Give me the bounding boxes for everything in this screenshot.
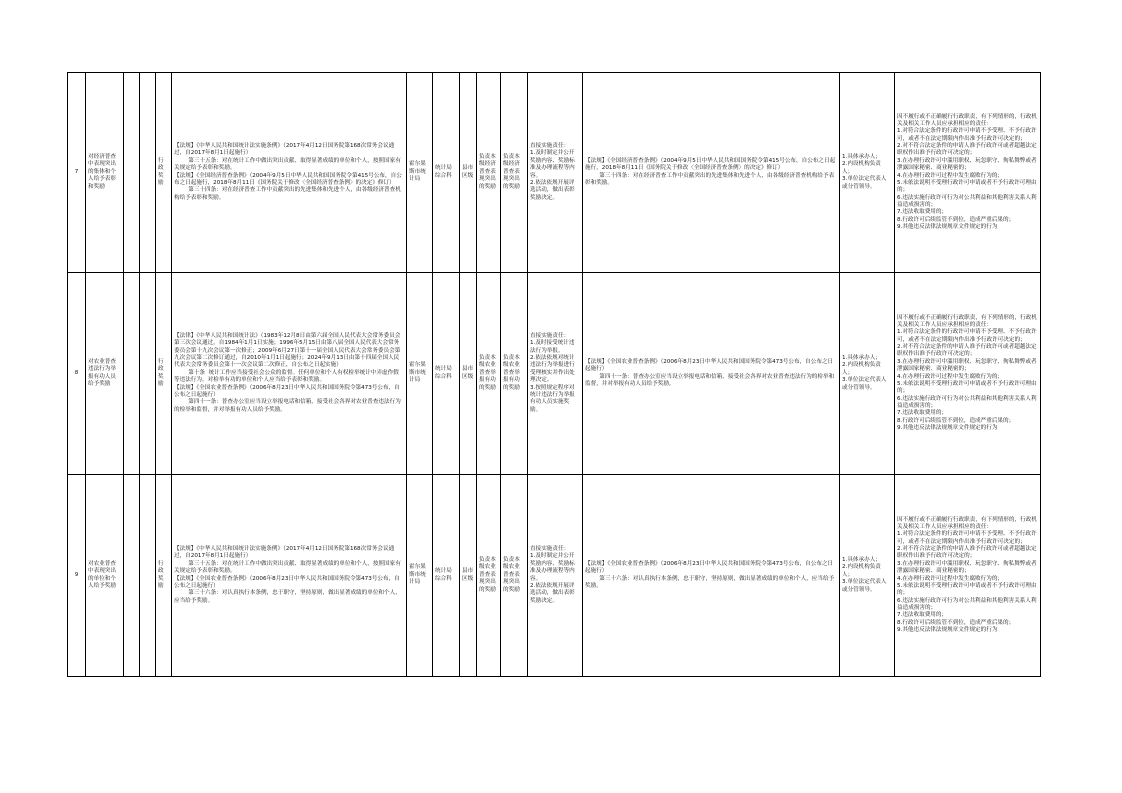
row-number: 8: [68, 273, 86, 475]
exercise-level: 县市区级: [460, 475, 477, 677]
implementation-measures: 直接实施责任： 1.及时制定并公开奖励内容、奖励标准及办理流程等内容。 2.依法依规开展评选活动，做出表彰奖励决定。: [528, 73, 583, 273]
internal-office: 统计局综合科: [433, 475, 460, 677]
row-number: 9: [68, 475, 86, 677]
internal-office: 统计局综合科: [433, 73, 460, 273]
row-number: 7: [68, 73, 86, 273]
responsibility-basis: 【法规】《全国经济普查条例》（2004年9月5日中华人民共和国国务院令第415号公布，自公布之日起施行，2018年8月11日《国务院关于修改〈全国经济普查条例〉的决定》修订） 第三十四条：对在经济普查工作中贡献突出的先进集体和先进个人，由各级经济普查机构给予表彰和奖励。: [583, 73, 840, 273]
item-name: 对农业普查违法行为举报有功人员给予奖励: [86, 273, 124, 475]
legal-basis: 【法律】《中华人民共和国统计法》（1983年12月8日由第六届全国人民代表大会常务委员会第三次会议通过，自1984年1月1日实施；1996年5月15日由第八届全国人民代表大会常务委员会第十九次会议第一次修正；2009年6月27日第十一届全国人民代表大会常务委员会第九次会议第二次修订通过，自2010年1月1日起施行；2024年9月13日由第十四届全国人民代表大会常务委员会第十一次会议第二次修正，自公布之日起实施） 第十条 统计工作应当接受社会公众的监督。任何单位和个人有权检举统计中弄虚作假等违法行为。对检举有功的单位和个人应当给予表彰和奖励。 【法规】《全国农业普查条例》（2006年8月23日中华人民共和国国务院令第473号公布，自公布之日起施行） 第四十一条：普查办公室应当设立举报电话和信箱，接受社会各界对农业普查违法行为的检举和监督，并对举报有功人员给予奖励。: [172, 273, 407, 475]
responsibility-content: 负责本级经济普查表现突出的奖励: [501, 73, 528, 273]
empty-cell: [124, 273, 140, 475]
responsible-subject: 1.具体承办人； 2.内设机构负责人； 3.单位法定代表人或分管领导。: [840, 273, 895, 475]
department: 霍尔果斯市统计局: [407, 273, 433, 475]
accountability-cases: 因不履行或不正确履行行政职责，有下列情形的，行政机关及相关工作人员应承担相应的责任： 1.对符合法定条件的行政许可申请不予受理、不予行政许可，或者不在法定期限内作出准予行政许可决定的； 2.对不符合法定条件的申请人准予行政许可或者超越法定职权作出准予行政许可决定的； 3.在办理行政许可中滥用职权、玩忽职守、徇私舞弊或者泄露国家秘密、商业秘密的； 4.在办理行政许可过程中发生腐败行为的； 5.未依法说明不受理行政许可申请或者不予行政许可理由的； 6.违法实施行政许可行为对公共利益和其他利害关系人利益造成损害的； 7.违法收取费用的； 8.行政许可后续监管不到位，造成严重后果的； 9.其他违反法律法规规章文件规定的行为: [895, 475, 1041, 677]
department: 霍尔果斯市统计局: [407, 73, 433, 273]
responsibility-table: [67, 72, 1041, 677]
responsibility-basis: 【法规】《全国农业普查条例》（2006年8月23日中华人民共和国国务院令第473号公布，自公布之日起施行） 第三十六条：对认真执行本条例，忠于职守，坚持原则，做出显著成绩的单位和个人，应当给予奖励。: [583, 475, 840, 677]
table-row: [68, 273, 1041, 475]
accountability-cases: 因不履行或不正确履行行政职责，有下列情形的，行政机关及相关工作人员应承担相应的责任： 1.对符合法定条件的行政许可申请不予受理、不予行政许可，或者不在法定期限内作出准予行政许可决定的； 2.对不符合法定条件的申请人准予行政许可或者超越法定职权作出准予行政许可决定的； 3.在办理行政许可中滥用职权、玩忽职守、徇私舞弊或者泄露国家秘密、商业秘密的； 4.在办理行政许可过程中发生腐败行为的； 5.未依法说明不受理行政许可申请或者不予行政许可理由的； 6.违法实施行政许可行为对公共利益和其他利害关系人利益造成损害的； 7.违法收取费用的； 8.行政许可后续监管不到位，造成严重后果的； 9.其他违反法律法规规章文件规定的行为: [895, 73, 1041, 273]
accountability-cases: 因不履行或不正确履行行政职责，有下列情形的，行政机关及相关工作人员应承担相应的责任： 1.对符合法定条件的行政许可申请不予受理、不予行政许可，或者不在法定期限内作出准予行政许可决定的； 2.对不符合法定条件的申请人准予行政许可或者超越法定职权作出准予行政许可决定的； 3.在办理行政许可中滥用职权、玩忽职守、徇私舞弊或者泄露国家秘密、商业秘密的； 4.在办理行政许可过程中发生腐败行为的； 5.未依法说明不受理行政许可申请或者不予行政许可理由的； 6.违法实施行政许可行为对公共利益和其他利害关系人利益造成损害的； 7.违法收取费用的； 8.行政许可后续监管不到位，造成严重后果的； 9.其他违反法律法规规章文件规定的行为: [895, 273, 1041, 475]
responsibility-scope: 负责本级经济普查表现突出的奖励: [477, 73, 501, 273]
empty-cell: [124, 475, 140, 677]
empty-cell: [140, 475, 156, 677]
item-name: 对经济普查中表现突出的集体和个人给予表彰和奖励: [86, 73, 124, 273]
responsibility-basis: 【法规】《全国农业普查条例》（2006年8月23日中华人民共和国国务院令第473号公布，自公布之日起施行） 第四十一条：普查办公室应当设立举报电话和信箱，接受社会各界对农业普查违法行为的检举和监督，并对举报有功人员给予奖励。: [583, 273, 840, 475]
table-row: [68, 475, 1041, 677]
empty-cell: [140, 273, 156, 475]
internal-office: 统计局综合科: [433, 273, 460, 475]
responsible-subject: 1.具体承办人； 2.内设机构负责人； 3.单位法定代表人或分管领导。: [840, 73, 895, 273]
item-type: 行政奖励: [156, 73, 172, 273]
responsibility-content: 负责本级农业普查表现突出的奖励: [501, 475, 528, 677]
empty-cell: [124, 73, 140, 273]
table-row: [68, 73, 1041, 273]
responsibility-content: 负责本级农业普查举报有功的奖励: [501, 273, 528, 475]
legal-basis: 【法规】《中华人民共和国统计法实施条例》（2017年4月12日国务院第168次常务会议通过，自2017年8月1日起施行） 第三十五条：对在统计工作中做出突出贡献、取得显著成绩的单位和个人，按照国家有关规定给予表彰和奖励。 【法规】《全国农业普查条例》（2006年8月23日中华人民共和国国务院令第473号公布，自公布之日起施行） 第三十六条：对认真执行本条例，忠于职守，坚持原则，做出显著成绩的单位和个人，应当给予奖励。: [172, 475, 407, 677]
implementation-measures: 直接实施责任： 1.及时制定并公开奖励内容、奖励标准及办理流程等内容。 2.依法依规开展评选活动，做出表彰奖励决定。: [528, 475, 583, 677]
exercise-level: 县市区级: [460, 273, 477, 475]
item-name: 对农业普查中表现突出的单位和个人给予奖励: [86, 475, 124, 677]
responsibility-scope: 负责本级农业普查表现突出的奖励: [477, 475, 501, 677]
department: 霍尔果斯市统计局: [407, 475, 433, 677]
item-type: 行政奖励: [156, 475, 172, 677]
exercise-level: 县市区级: [460, 73, 477, 273]
implementation-measures: 直接实施责任： 1.及时接受统计违法行为举报。 2.依法依规对统计违法行为举报进行受理核实并作出处理决定。 3.按照规定程序对统计违法行为举报有功人员实施奖励。: [528, 273, 583, 475]
legal-basis: 【法规】《中华人民共和国统计法实施条例》（2017年4月12日国务院第168次常务会议通过，自2017年8月1日起施行） 第三十五条：对在统计工作中做出突出贡献、取得显著成绩的单位和个人，按照国家有关规定给予表彰和奖励。 【法规】《全国经济普查条例》（2004年9月5日中华人民共和国国务院令第415号公布，自公布之日起施行，2018年8月11日《国务院关于修改〈全国经济普查条例〉的决定》修订） 第三十四条：对在经济普查工作中贡献突出的先进集体和先进个人，由各级经济普查机构给予表彰和奖励。: [172, 73, 407, 273]
responsible-subject: 1.具体承办人； 2.内设机构负责人； 3.单位法定代表人或分管领导。: [840, 475, 895, 677]
item-type: 行政奖励: [156, 273, 172, 475]
empty-cell: [140, 73, 156, 273]
responsibility-scope: 负责本级农业普查举报有功的奖励: [477, 273, 501, 475]
